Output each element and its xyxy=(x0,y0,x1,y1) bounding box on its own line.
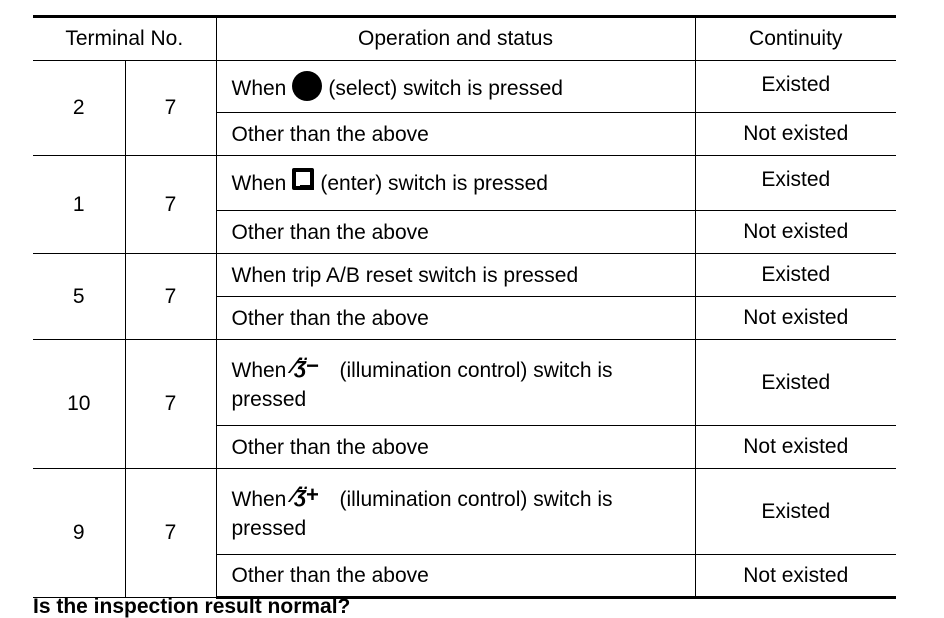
operation-cell xyxy=(216,61,695,113)
continuity-cell: Not existed xyxy=(695,113,896,156)
header-row xyxy=(33,17,896,61)
filled-circle-icon xyxy=(292,71,322,101)
operation-suffix: (select) switch is pressed xyxy=(328,76,563,100)
header-operation-status: Operation and status xyxy=(216,17,695,61)
continuity-cell: Existed xyxy=(695,61,896,113)
operation-cell xyxy=(216,340,695,426)
continuity-table-container xyxy=(33,15,896,599)
terminal-b-cell: 7 xyxy=(125,61,216,156)
operation-cell: Other than the above xyxy=(216,297,695,340)
continuity-cell: Not existed xyxy=(695,297,896,340)
continuity-cell: Not existed xyxy=(695,211,896,254)
continuity-cell: Existed xyxy=(695,469,896,555)
terminal-b-cell: 7 xyxy=(125,469,216,598)
operation-prefix: When xyxy=(231,76,287,100)
terminal-a-cell: 2 xyxy=(33,61,125,156)
operation-suffix: (illumination control) switch is pressed xyxy=(231,488,613,540)
terminal-b-cell: 7 xyxy=(125,156,216,254)
operation-cell: Other than the above xyxy=(216,426,695,469)
terminal-a-cell: 10 xyxy=(33,340,125,469)
continuity-cell: Not existed xyxy=(695,426,896,469)
continuity-table xyxy=(33,15,896,599)
continuity-cell: Existed xyxy=(695,254,896,297)
illumination-plus-icon: ⁄ʒ̈+ xyxy=(292,482,318,507)
table-row xyxy=(33,156,896,211)
continuity-cell: Existed xyxy=(695,156,896,211)
operation-cell: Other than the above xyxy=(216,211,695,254)
table-row xyxy=(33,469,896,555)
operation-cell xyxy=(216,469,695,555)
operation-suffix: (illumination control) switch is pressed xyxy=(231,359,613,411)
table-row xyxy=(33,254,896,297)
operation-prefix: When xyxy=(231,172,287,195)
operation-prefix: When xyxy=(231,488,287,511)
table-row xyxy=(33,340,896,426)
operation-cell: When trip A/B reset switch is pressed xyxy=(216,254,695,297)
illumination-minus-icon: ⁄ʒ̈− xyxy=(292,353,318,378)
operation-cell: Other than the above xyxy=(216,113,695,156)
header-continuity: Continuity xyxy=(695,17,896,61)
operation-cell xyxy=(216,156,695,211)
terminal-a-cell: 9 xyxy=(33,469,125,598)
square-icon xyxy=(292,168,314,190)
terminal-b-cell: 7 xyxy=(125,254,216,340)
terminal-a-cell: 5 xyxy=(33,254,125,340)
terminal-b-cell: 7 xyxy=(125,340,216,469)
operation-suffix: (enter) switch is pressed xyxy=(320,172,548,195)
operation-prefix: When xyxy=(231,359,287,382)
continuity-cell: Not existed xyxy=(695,555,896,598)
operation-cell: Other than the above xyxy=(216,555,695,598)
continuity-cell: Existed xyxy=(695,340,896,426)
header-terminal-no: Terminal No. xyxy=(33,17,216,61)
terminal-a-cell: 1 xyxy=(33,156,125,254)
cut-off-footer-text: Is the inspection result normal? xyxy=(33,595,351,618)
table-row xyxy=(33,61,896,113)
